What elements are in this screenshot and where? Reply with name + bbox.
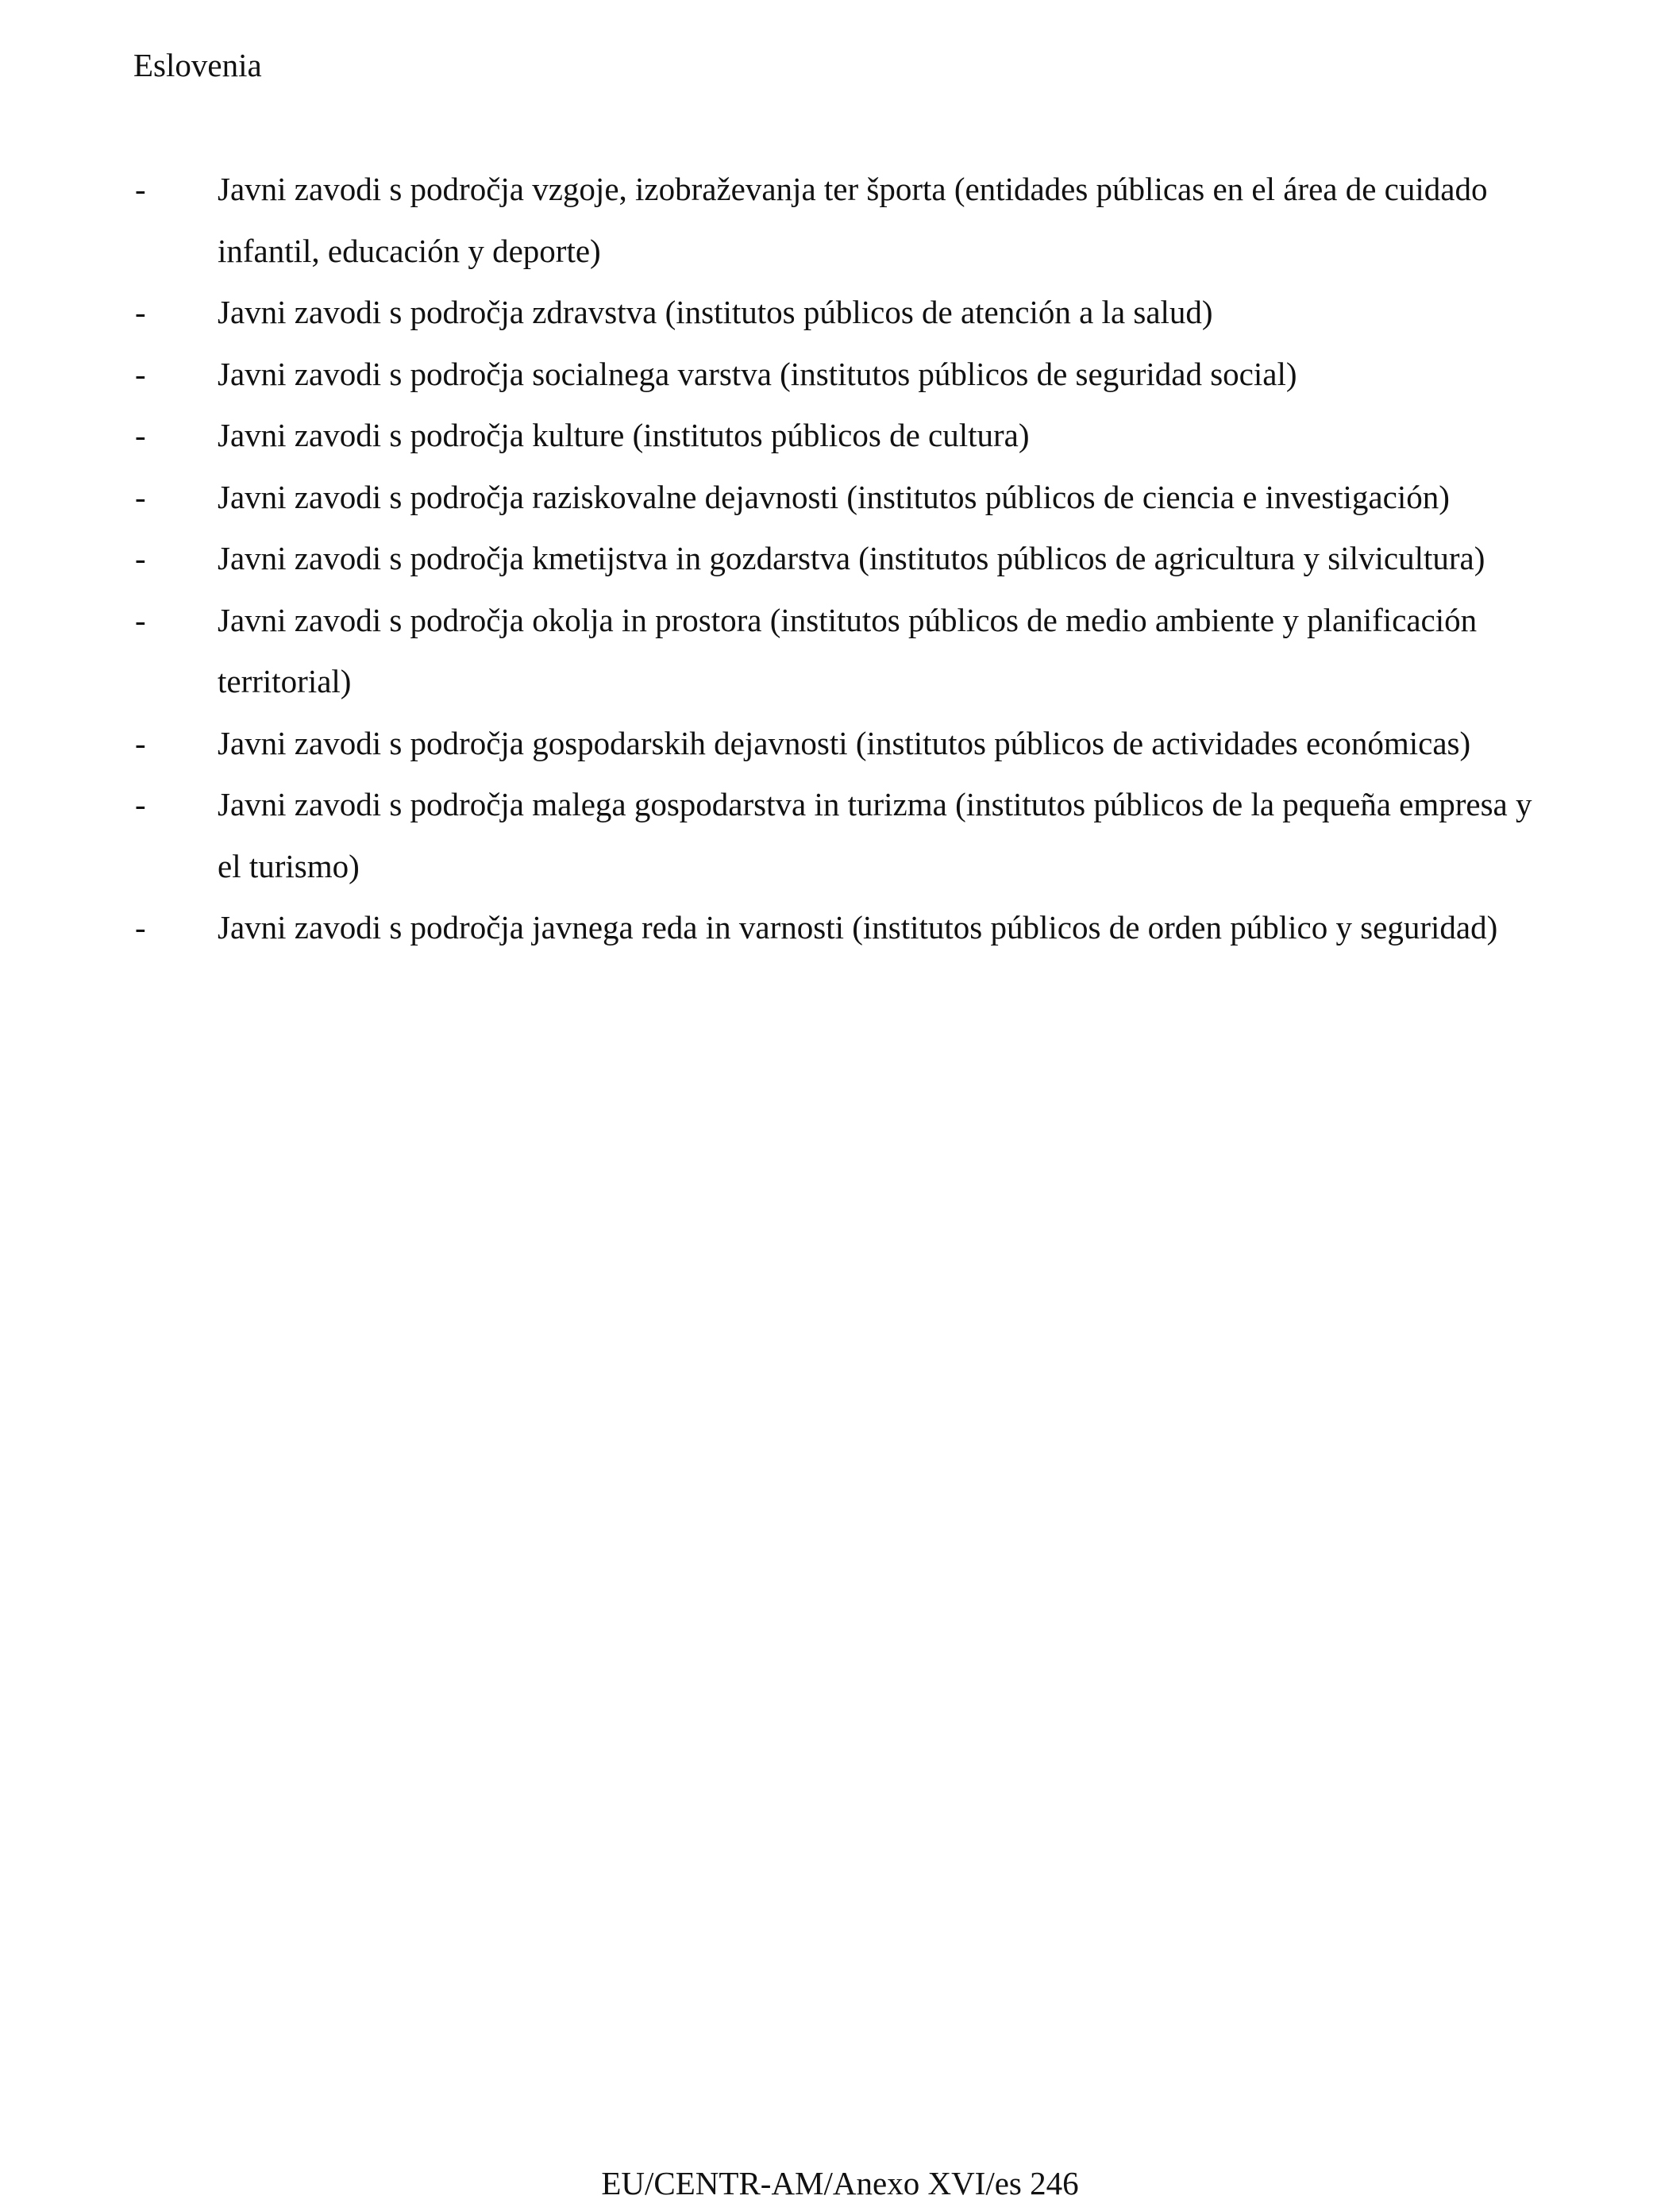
list-bullet: - bbox=[135, 540, 146, 576]
entity-list bbox=[133, 159, 1562, 959]
list-bullet: - bbox=[135, 294, 146, 330]
page-heading: Eslovenia bbox=[133, 47, 262, 83]
list-bullet: - bbox=[135, 171, 146, 207]
list-bullet: - bbox=[135, 478, 146, 515]
list-item-text: Javni zavodi s področja okolja in prostora (institutos públicos de medio ambiente y planificación territorial) bbox=[218, 601, 1478, 699]
list-item bbox=[133, 774, 1562, 897]
list-bullet: - bbox=[135, 909, 146, 946]
list-item-text: Javni zavodi s področja zdravstva (institutos públicos de atención a la salud) bbox=[218, 294, 1213, 330]
list-bullet: - bbox=[135, 786, 146, 822]
list-item-text: Javni zavodi s področja kmetijstva in gozdarstva (institutos públicos de agricultura y silvicultura) bbox=[218, 540, 1485, 576]
list-item bbox=[133, 467, 1562, 529]
list-item-text: Javni zavodi s področja vzgoje, izobraževanja ter športa (entidades públicas en el área de cuidado infantil, educación y deporte) bbox=[218, 171, 1488, 269]
list-item bbox=[133, 282, 1562, 344]
list-item-text: Javni zavodi s področja raziskovalne dejavnosti (institutos públicos de ciencia e investigación) bbox=[218, 478, 1450, 515]
list-bullet: - bbox=[135, 417, 146, 453]
list-item-text: Javni zavodi s področja socialnega varstva (institutos públicos de seguridad social) bbox=[218, 355, 1297, 392]
list-item bbox=[133, 159, 1562, 282]
list-item bbox=[133, 405, 1562, 467]
list-item-text: Javni zavodi s področja javnega reda in varnosti (institutos públicos de orden público y seguridad) bbox=[218, 909, 1498, 946]
list-item bbox=[133, 590, 1562, 713]
list-item-text: Javni zavodi s področja kulture (institutos públicos de cultura) bbox=[218, 417, 1030, 453]
list-bullet: - bbox=[135, 355, 146, 392]
list-item-text: Javni zavodi s področja malega gospodarstva in turizma (institutos públicos de la pequeña empresa y el turismo) bbox=[218, 786, 1532, 884]
page-footer: EU/CENTR-AM/Anexo XVI/es 246 bbox=[601, 2165, 1079, 2201]
list-item bbox=[133, 713, 1562, 775]
list-bullet: - bbox=[135, 601, 146, 638]
list-item bbox=[133, 344, 1562, 406]
list-item-text: Javni zavodi s področja gospodarskih dejavnosti (institutos públicos de actividades económicas) bbox=[218, 724, 1471, 761]
list-item bbox=[133, 528, 1562, 590]
list-item bbox=[133, 897, 1562, 959]
list-bullet: - bbox=[135, 724, 146, 761]
